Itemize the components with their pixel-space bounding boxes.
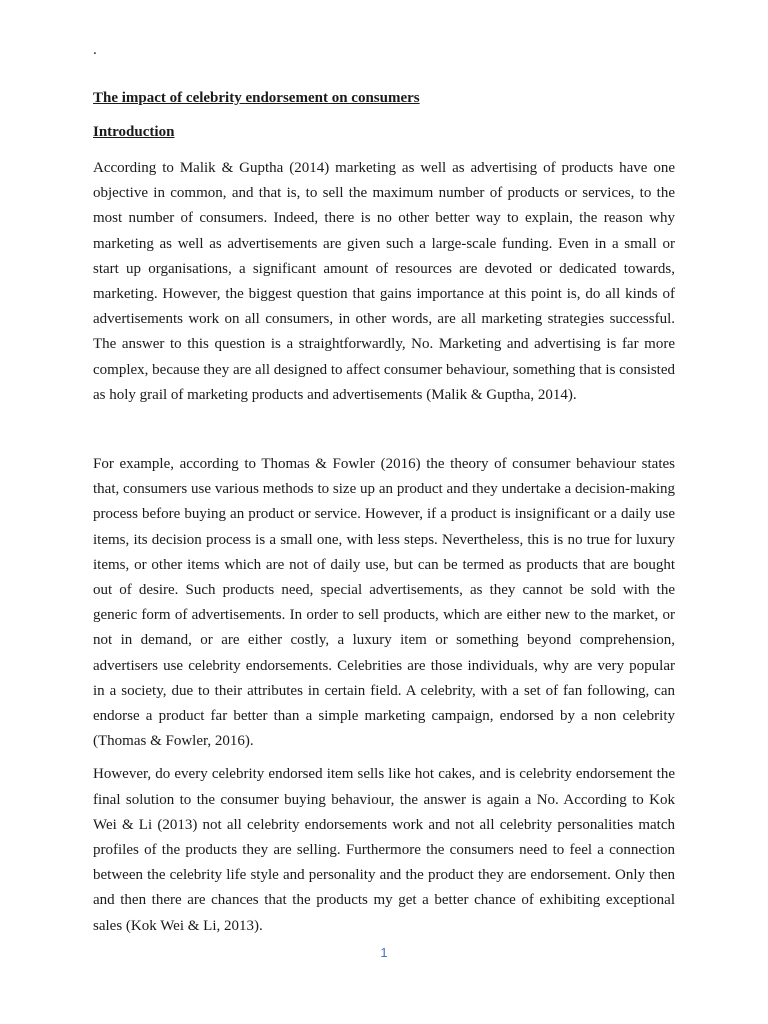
paragraph-3: However, do every celebrity endorsed item sells like hot cakes, and is celebrity endorsement the final solution to the consumer buying behaviour, the answer is again a No. According to Kok Wei & Li (2013) not all celebrity endorsements work and not all celebrity personalities match profiles of the products they are selling. Furthermore the consumers need to feel a connection between the celebrity life style and personality and the product they are endorsement. Only then and then there are chances that the products my get a better chance of exhibiting exceptional sales (Kok Wei & Li, 2013). [93, 766, 675, 934]
paragraph-spacer [93, 754, 675, 762]
paragraph-spacer [93, 408, 675, 452]
document-title: The impact of celebrity endorsement on consumers [93, 90, 420, 106]
document-page [93, 40, 675, 939]
paragraph-1: According to Malik & Guptha (2014) marketing as well as advertising of products have one objective in common, and that is, to sell the maximum number of products or services, to the most number of consumers. Indeed, there is no other better way to explain, the reason why marketing as well as advertisements are given such a large-scale funding. Even in a small or start up organisations, a significant amount of resources are devoted or dedicated towards, marketing. However, the biggest question that gains importance at this point is, do all kinds of advertisements work on all consumers, in other words, are all marketing strategies successful. The answer to this question is a straightforwardly, No. Marketing and advertising is far more complex, because they are all designed to affect consumer behaviour, something that is consisted as holy grail of marketing products and advertisements (Malik & Guptha, 2014). [93, 160, 675, 403]
section-heading-introduction: Introduction [93, 124, 175, 140]
page-number: 1 [380, 945, 388, 960]
paragraph-2: For example, according to Thomas & Fowler (2016) the theory of consumer behaviour states that, consumers use various methods to size up an product and they undertake a decision-making process before buying an product or service. However, if a product is insignificant or a daily use items, its decision process is a small one, with less steps. Nevertheless, this is no true for luxury items, or other items which are not of daily use, but can be termed as products that are bought out of desire. Such products need, special advertisements, as they cannot be sold with the generic form of advertisements. In order to sell products, which are either new to the market, or not in demand, or are either costly, a luxury item or something beyond comprehension, advertisers use celebrity endorsements. Celebrities are those individuals, why are very popular in a society, due to their attributes in certain field. A celebrity, with a set of fan following, can endorse a product far better than a simple marketing campaign, endorsed by a non celebrity (Thomas & Fowler, 2016). [93, 456, 675, 750]
leading-mark: . [93, 42, 97, 58]
